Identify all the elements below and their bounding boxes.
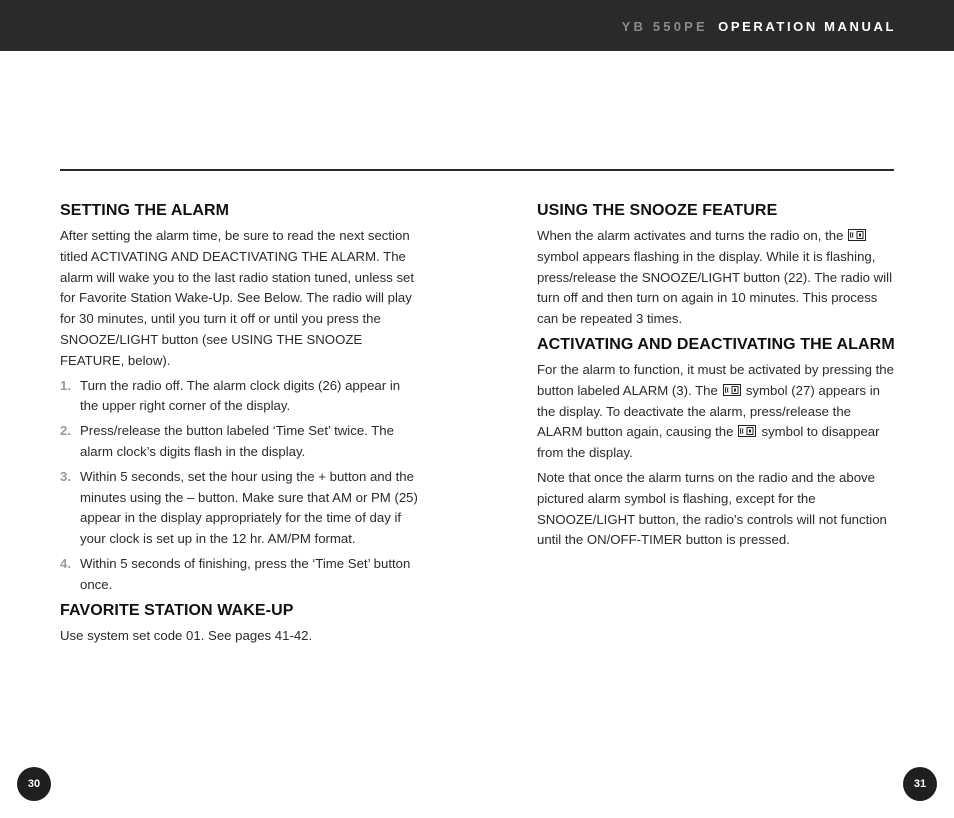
model-name: YB 550PE — [621, 19, 708, 34]
step-item — [60, 467, 420, 550]
favorite-station-heading: FAVORITE STATION WAKE-UP — [60, 601, 294, 619]
activating-text-b: symbol (27) appears in the display. To deactivate the alarm, press/release the ALARM button again, causing the — [537, 382, 880, 440]
right-column — [537, 200, 897, 555]
header-title — [622, 19, 896, 34]
activating-text-a: For the alarm to function, it must be activated by pressing the button labeled ALARM (3). The — [537, 361, 894, 398]
step-number: 2. — [60, 423, 71, 439]
snooze-heading: USING THE SNOOZE FEATURE — [537, 202, 778, 219]
activating-paragraph — [537, 360, 897, 464]
snooze-text-start: When the alarm activates and turns the radio on, the — [537, 228, 844, 243]
activating-heading: ACTIVATING AND DEACTIVATING THE ALARM — [537, 335, 895, 353]
header-bar — [0, 0, 954, 51]
setting-alarm-heading: SETTING THE ALARM — [60, 202, 230, 219]
manual-title: OPERATION MANUAL — [718, 19, 896, 34]
section-divider — [60, 169, 894, 171]
step-text: Within 5 seconds, set the hour using the + button and the minutes using the – button. Make sure that AM or PM (25) appear in the display appropriately for the time of day if your clock is set up in the 12 hr. AM/PM format. — [80, 468, 418, 547]
step-text: Within 5 seconds of finishing, press the ‘Time Set’ button once. — [80, 555, 411, 592]
snooze-paragraph — [537, 226, 897, 330]
alarm-bell-icon — [738, 425, 756, 437]
left-column — [60, 200, 420, 650]
snooze-text-end: symbol appears flashing in the display. While it is flashing, press/release the SNOOZE/LIGHT button (22). The radio will turn off and then turn on again in 10 minutes. This process can be repeated 3 times. — [537, 248, 892, 327]
alarm-bell-icon — [848, 229, 866, 241]
step-number: 1. — [60, 377, 71, 393]
step-item — [60, 554, 420, 596]
activating-note: Note that once the alarm turns on the radio and the above pictured alarm symbol is flashing, except for the SNOOZE/LIGHT button, the radio’s controls will not function until the ON/OFF-TIMER button is pressed. — [537, 469, 887, 548]
page-number-right: 31 — [903, 767, 937, 801]
step-text: Turn the radio off. The alarm clock digits (26) appear in the upper right corner of the display. — [80, 377, 401, 414]
setting-alarm-intro: After setting the alarm time, be sure to read the next section titled ACTIVATING AND DEACTIVATING THE ALARM. The alarm will wake you to the last radio station tuned, unless set for Favorite Station Wake-Up. See Below. The radio will play for 30 minutes, until you turn it off or until you press the SNOOZE/LIGHT button (see USING THE SNOOZE FEATURE, below). — [60, 228, 415, 368]
step-number: 3. — [60, 468, 71, 484]
step-number: 4. — [60, 555, 71, 571]
page-number-left: 30 — [17, 767, 51, 801]
step-item — [60, 376, 420, 418]
alarm-bell-icon — [723, 384, 741, 396]
step-text: Press/release the button labeled ‘Time Set’ twice. The alarm clock’s digits flash in the display. — [80, 423, 394, 459]
step-item — [60, 421, 420, 463]
favorite-station-text: Use system set code 01. See pages 41-42. — [60, 627, 313, 643]
activating-text-c: symbol to disappear from the display. — [537, 424, 880, 461]
setting-alarm-steps — [60, 376, 420, 596]
